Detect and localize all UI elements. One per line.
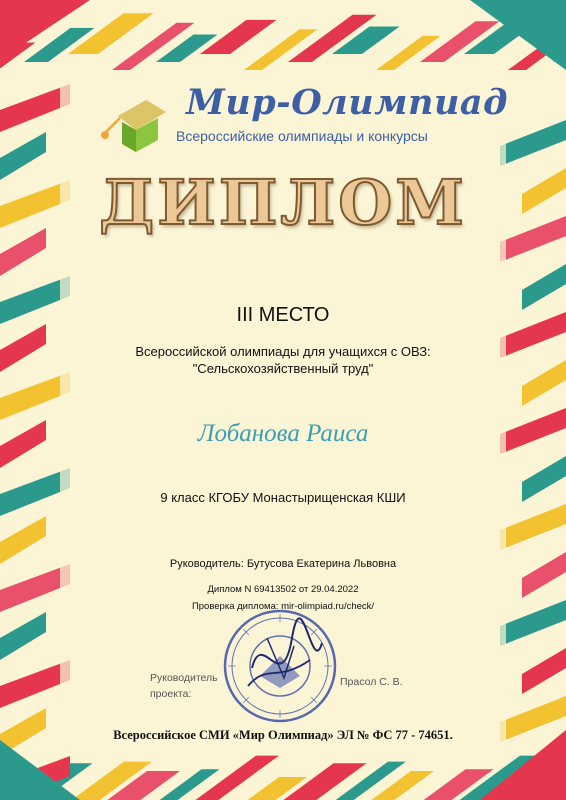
project-head-label: Руководитель проекта: — [150, 672, 218, 700]
media-registration: Всероссийское СМИ «Мир Олимпиад» ЭЛ № ФС 77 - 74651. — [113, 728, 453, 742]
project-head-name: Прасол С. В. — [340, 676, 403, 688]
border-shape — [0, 372, 70, 420]
border-shape — [0, 612, 46, 660]
border-shape — [500, 504, 566, 550]
olympiad-title-line2: "Сельскохозяйственный труд" — [192, 361, 374, 376]
diploma-check-link: Проверка диплома: mir-olimpiad.ru/check/ — [191, 601, 375, 612]
place-heading: III МЕСТО — [236, 304, 330, 326]
border-shape — [0, 660, 70, 708]
logo-title: Мир-Олимпиад — [186, 82, 508, 123]
logo-subtitle: Всероссийские олимпиады и конкурсы — [176, 128, 428, 144]
supervisor: Руководитель: Бутусова Екатерина Львовна — [169, 558, 397, 570]
diploma-title: ДИПЛОМ — [99, 166, 467, 239]
winner-name: Лобанова Раиса — [197, 420, 369, 447]
border-shape — [522, 648, 566, 694]
border-shape — [0, 84, 70, 132]
grade-school: 9 класс КГОБУ Монастырищенская КШИ — [160, 490, 406, 505]
olympiad-title-line1: Всероссийской олимпиады для учащихся с ОВЗ: — [135, 344, 431, 359]
border-shape — [500, 120, 566, 166]
official-seal-stamp — [222, 608, 338, 724]
border-shape — [470, 0, 566, 70]
logo — [96, 78, 508, 160]
border-shape — [0, 516, 46, 564]
graduation-cap-icon — [96, 78, 170, 158]
diploma-number: Диплом N 69413502 от 29.04.2022 — [207, 584, 359, 595]
border-shape — [376, 36, 441, 70]
